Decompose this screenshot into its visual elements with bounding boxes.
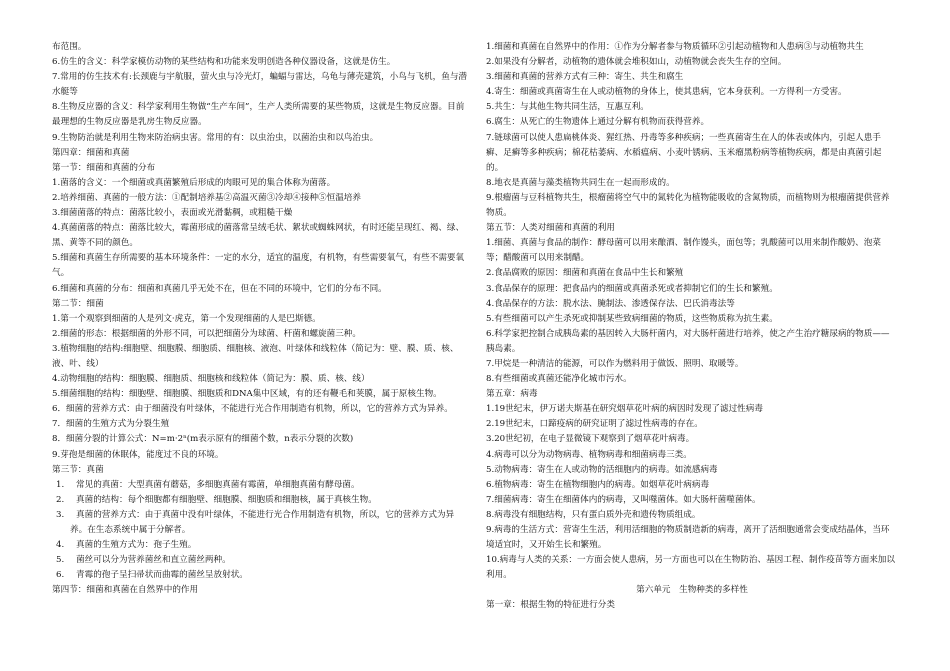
text-line: 4.病毒可以分为动物病毒、植物病毒和细菌病毒三类。: [486, 449, 692, 460]
text-line: 6.植物病毒：寄生在植物细胞内的病毒。如烟草花叶病病毒: [486, 479, 710, 490]
text-line: 布范围。: [52, 42, 87, 52]
section-heading: 第一节：细菌和真菌的分布: [52, 162, 156, 173]
numbered-item: 2. 真菌的结构：每个细胞都有细胞壁、细胞膜、细胞质和细胞核，属于真核生物。: [56, 494, 377, 505]
text-line: 2.培养细菌、真菌的一般方法：①配制培养基②高温灭菌③冷却④接种⑤恒温培养: [52, 192, 361, 203]
text-line: 5.动物病毒：寄生在人或动物的活细胞内的病毒。如流感病毒: [486, 464, 718, 475]
text-line: 2.如果没有分解者，动植物的遗体就会堆积如山，动植物就会丧失生存的空间。: [486, 57, 787, 68]
text-line: 4.寄生：细菌或真菌寄生在人或动植物的身体上，使其患病，它本身获利。一方得利一方受害。: [486, 87, 847, 98]
chapter-heading: 第四章：细菌和真菌: [52, 147, 130, 158]
chapter-heading: 第一章：根据生物的特征进行分类: [486, 600, 615, 611]
text-line: 3.植物细胞的结构:细胞壁、细胞膜、细胞质、细胞核、液泡、叶绿体和线粒体（简记为：壁、膜、质、核、液、叶、线）: [52, 343, 459, 369]
text-line: 9.根瘤菌与豆科植物共生，根瘤菌将空气中的氮转化为植物能吸收的含氮物质，而植物则为根瘤菌提供营养物质。: [486, 192, 890, 219]
text-line: 9.病毒的生活方式：营寄生生活，利用活细胞的物质制造新的病毒，离开了活细胞通常会变成结晶体，当环境适宜时，又开始生长和繁殖。: [486, 525, 890, 551]
section-heading: 第三节：真菌: [52, 464, 104, 475]
numbered-item: 1. 常见的真菌：大型真菌有蘑菇，多细胞真菌有霉菌，单细胞真菌有酵母菌。: [56, 479, 360, 490]
text-line: 1.19世纪末，伊万诺夫斯基在研究烟草花叶病的病因时发现了滤过性病毒: [486, 404, 763, 415]
text-line: 2.食品腐败的原因：细菌和真菌在食品中生长和繁殖: [486, 268, 684, 279]
numbered-item-text: 真菌的结构：每个细胞都有细胞壁、细胞膜、细胞质和细胞核，属于真核生物。: [76, 494, 377, 505]
text-line: 7.链球菌可以使人患扁桃体炎、猩红热、丹毒等多种疾病；一些真菌寄生在人的体表或体内，引起人患手癣、足癣等多种疾病；棉花枯萎病、水稻瘟病、小麦叶锈病、玉米瘤黑粉病等植物疾病，都是由真菌引起的。: [486, 132, 882, 173]
numbered-item-text: 青霉的孢子呈扫帚状而曲霉的菌丝呈放射状。: [76, 570, 248, 581]
text-line: 5.共生：与其他生物共同生活，互惠互利。: [486, 102, 649, 113]
chapter-heading: 第五章：病毒: [486, 389, 538, 400]
section-heading: 第五节：人类对细菌和真菌的利用: [486, 223, 615, 234]
section-heading: 第二节：细菌: [52, 298, 104, 309]
text-line: 1.菌落的含义：一个细菌或真菌繁殖后形成的肉眼可见的集合体称为菌落。: [52, 177, 336, 188]
numbered-item: 3. 真菌的营养方式：由于真菌中没有叶绿体，不能进行光合作用制造有机物，所以，它的营养方式为异养。在生态系统中属于分解者。: [56, 509, 455, 535]
unit-heading: 第六单元 生物种类的多样性: [636, 585, 748, 596]
text-line: 6.仿生的含义：科学家模仿动物的某些结构和功能来发明创造各种仪器设备，这就是仿生。: [52, 57, 396, 68]
numbered-item-text: 菌丝可以分为营养菌丝和直立菌丝两种。: [76, 555, 231, 566]
numbered-item: 4. 真菌的生殖方式为：孢子生殖。: [56, 540, 197, 551]
text-line: 4.真菌菌落的特点：菌落比较大，霉菌形成的菌落常呈绒毛状、絮状或蜘蛛网状，有时还能呈现红、褐、绿、黑、黄等不同的颜色。: [52, 223, 465, 249]
right-column: [486, 40, 898, 614]
text-line: 2.19世纪末，口蹄疫病的研究证明了滤过性病毒的存在。: [486, 419, 703, 430]
text-line: 4.动物细胞的结构：细胞膜、细胞质、细胞核和线粒体（简记为：膜、质、核、线）: [52, 374, 370, 385]
text-line: 3.食品保存的原理：把食品内的细菌或真菌杀死或者抑制它们的生长和繁殖。: [486, 283, 778, 294]
text-line: 9.生物防治就是利用生物来防治病虫害。常用的有：以虫治虫，以菌治虫和以鸟治虫。: [52, 132, 379, 143]
text-line: 3.20世纪初，在电子显微镜下观察到了烟草花叶病毒。: [486, 434, 695, 445]
numbered-item-text: 真菌的营养方式：由于真菌中没有叶绿体，不能进行光合作用制造有机物，所以，它的营养方式为异养。在生态系统中属于分解者。: [70, 509, 455, 535]
text-line: 10.病毒与人类的关系：一方面会使人患病，另一方面也可以在生物防治、基因工程、制作疫苗等方面来加以利用。: [486, 555, 895, 581]
text-line: 7.甲烷是一种清洁的能源，可以作为燃料用于做饭、照明、取暖等。: [486, 358, 744, 369]
text-line: 8.生物反应器的含义：科学家利用生物做“生产车间”，生产人类所需要的某些物质，这就是生物反应器。目前最理想的生物反应器是乳房生物反应器。: [52, 102, 465, 128]
text-line: 8．细菌分裂的计算公式：N=m·2ⁿ(m表示原有的细菌个数，n表示分裂的次数): [52, 434, 354, 445]
text-line: 2.细菌的形态：根据细菌的外形不同，可以把细菌分为球菌、杆菌和螺旋菌三种。: [52, 328, 361, 339]
text-line: 5.有些细菌可以产生杀死或抑制某些致病细菌的物质，这些物质称为抗生素。: [486, 313, 778, 324]
text-line: 7．细菌的生殖方式为分裂生殖: [52, 419, 170, 430]
text-line: 6.腐生：从死亡的生物遗体上通过分解有机物而获得营养。: [486, 117, 710, 128]
section-heading: 第四节：细菌和真菌在自然界中的作用: [52, 585, 199, 596]
text-line: 8.病毒没有细胞结构，只有蛋白质外壳和遗传物质组成。: [486, 509, 701, 520]
text-line: 5.细菌和真菌生存所需要的基本环境条件：一定的水分，适宜的温度，有机物，有些需要氧气，有些不需要氧气。: [52, 253, 465, 279]
text-line: 6．细菌的营养方式：由于细菌没有叶绿体，不能进行光合作用制造有机物，所以，它的营养方式为异养。: [52, 404, 453, 415]
text-line: 8.地衣是真菌与藻类植物共同生在一起而形成的。: [486, 177, 675, 188]
numbered-item-text: 真菌的生殖方式为：孢子生殖。: [76, 540, 197, 551]
numbered-item: 5. 菌丝可以分为营养菌丝和直立菌丝两种。: [56, 555, 231, 566]
text-line: 3.细菌和真菌的营养方式有三种：寄生、共生和腐生: [486, 72, 684, 83]
left-column: [52, 40, 468, 598]
numbered-item: 6. 青霉的孢子呈扫帚状而曲霉的菌丝呈放射状。: [56, 570, 248, 581]
text-line: 3.细菌菌落的特点：菌落比较小，表面或光滑黏稠，或粗糙干燥: [52, 208, 293, 219]
numbered-item-text: 常见的真菌：大型真菌有蘑菇，多细胞真菌有霉菌，单细胞真菌有酵母菌。: [76, 479, 360, 490]
text-line: 1.第一个观察到细菌的人是列文·虎克，第一个发现细菌的人是巴斯德。: [52, 313, 321, 324]
text-line: 7.细菌病毒：寄生在细菌体内的病毒，又叫噬菌体。如大肠杆菌噬菌体。: [486, 494, 761, 505]
text-line: 8.有些细菌或真菌还能净化城市污水。: [486, 374, 632, 385]
text-line: 6.科学家把控制合成胰岛素的基因转入大肠杆菌内，对大肠杆菌进行培养，使之产生治疗糖尿病的物质——胰岛素。: [486, 328, 890, 354]
text-line: 6.细菌和真菌的分布：细菌和真菌几乎无处不在，但在不同的环境中，它们的分布不同。: [52, 283, 387, 294]
text-line: 9.芽孢是细菌的休眠体，能度过不良的环境。: [52, 449, 224, 460]
text-line: 1.细菌和真菌在自然界中的作用：①作为分解者参与物质循环②引起动植物和人患病③与动植物共生: [486, 42, 864, 52]
text-line: 4.食品保存的方法：脱水法、腌制法、渗透保存法、巴氏消毒法等: [486, 298, 735, 309]
text-line: 5.细菌细胞的结构：细胞壁、细胞膜、细胞质和DNA集中区域，有的还有鞭毛和荚膜，属于原核生物。: [52, 389, 442, 400]
text-line: 7.常用的仿生技术有:长颈鹿与宇航服，萤火虫与冷光灯，蝙蝠与雷达，乌龟与薄壳建筑，小鸟与飞机，鱼与潜水艇等: [52, 72, 468, 98]
text-line: 1.细菌、真菌与食品的制作：酵母菌可以用来酿酒、制作馒头，面包等；乳酸菌可以用来制作酸奶、泡菜等；醋酸菌可以用来制醋。: [486, 238, 881, 264]
